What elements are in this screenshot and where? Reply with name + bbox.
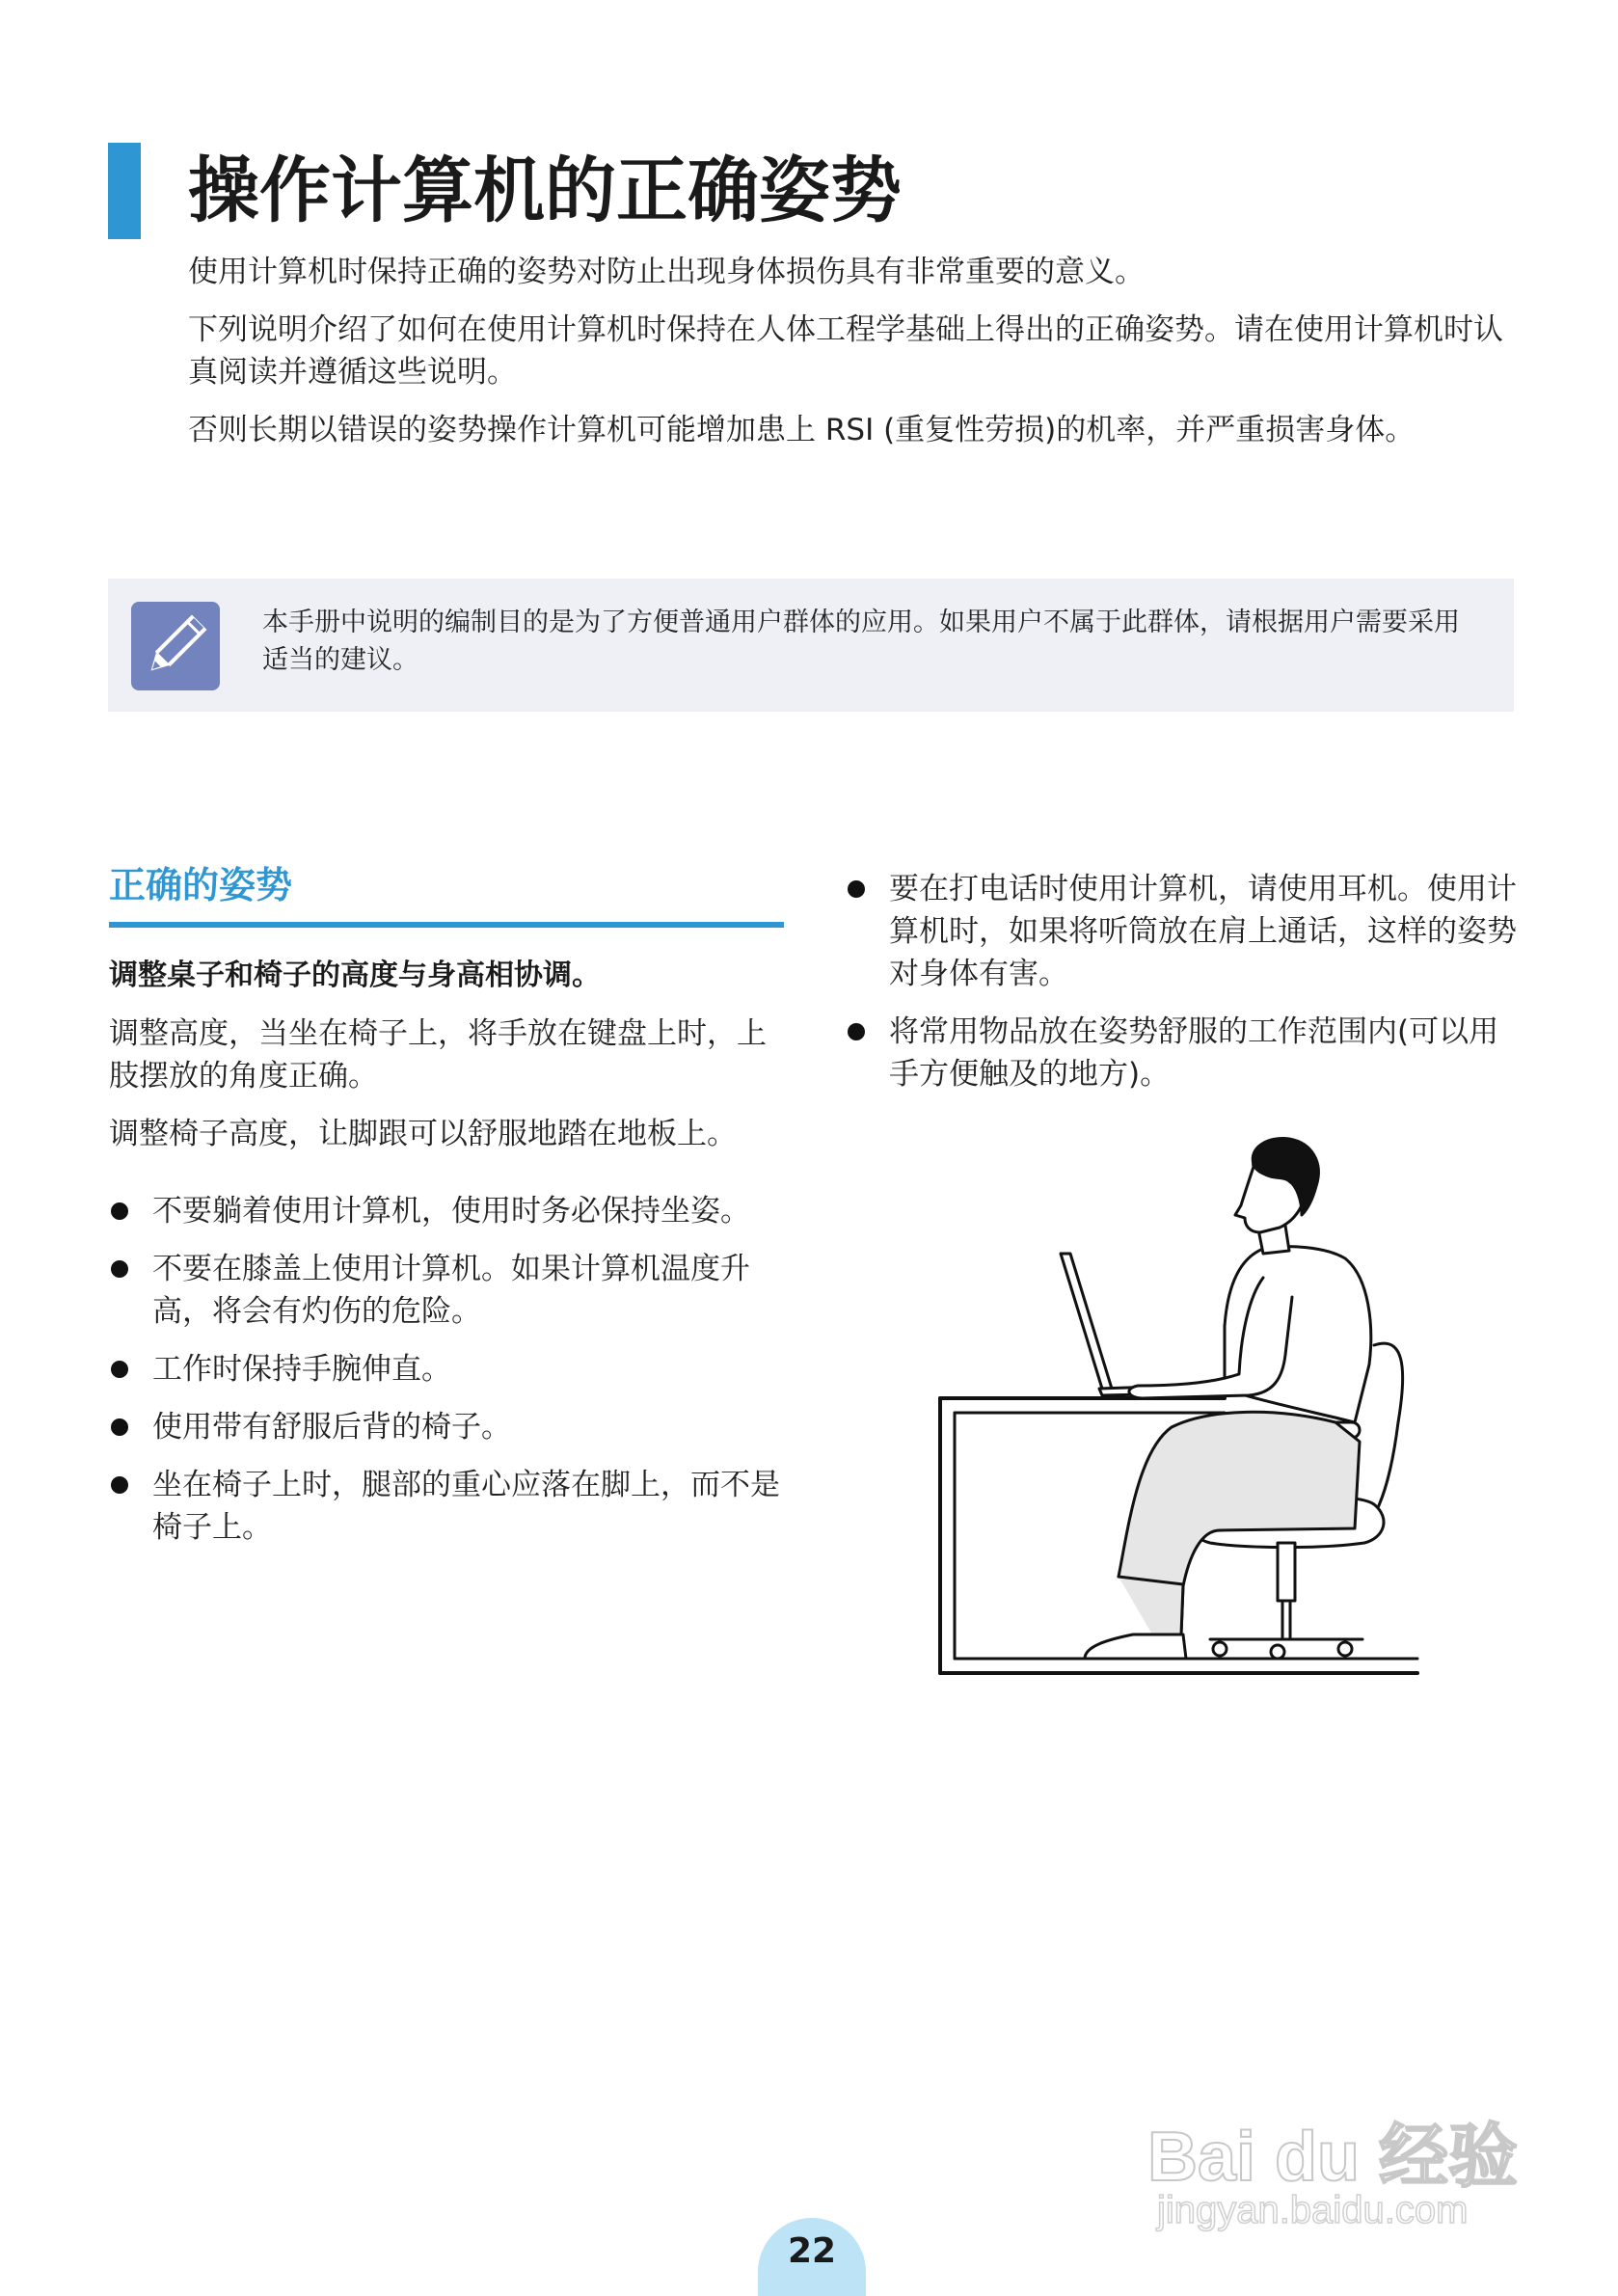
- page-number-tab: [758, 2218, 866, 2296]
- left-bullet-list: [109, 1190, 784, 1549]
- list-item: [846, 1011, 1521, 1095]
- watermark: [1147, 2044, 1552, 2237]
- section-paragraph: 调整椅子高度，让脚跟可以舒服地踏在地板上。: [109, 1117, 737, 1151]
- posture-illustration: [930, 1133, 1432, 1688]
- bullet-icon: [111, 1476, 128, 1494]
- list-item-text: 不要躺着使用计算机，使用时务必保持坐姿。: [152, 1194, 750, 1229]
- right-bullet-list: [846, 868, 1521, 1095]
- list-item-text: 将常用物品放在姿势舒服的工作范围内(可以用手方便触及的地方)。: [889, 1014, 1499, 1092]
- intro-paragraph: 使用计算机时保持正确的姿势对防止出现身体损伤具有非常重要的意义。: [188, 255, 1145, 289]
- note-text: 本手册中说明的编制目的是为了方便普通用户群体的应用。如果用户不属于此群体，请根据用户需要采用适当的建议。: [262, 608, 1460, 675]
- watermark-brand: Bai du 经验: [1147, 2119, 1519, 2196]
- watermark-url: jingyan.baidu.com: [1157, 2189, 1469, 2231]
- bullet-icon: [848, 1023, 865, 1040]
- list-item: [109, 1190, 784, 1232]
- page-number: 22: [787, 2231, 837, 2271]
- note-box: [108, 579, 1514, 712]
- bullet-icon: [111, 1418, 128, 1436]
- title-accent-bar: [108, 143, 141, 239]
- left-column: [109, 858, 784, 1564]
- intro-text: [188, 251, 1519, 467]
- list-item: [846, 868, 1521, 995]
- section-divider: [109, 922, 784, 928]
- list-item-text: 要在打电话时使用计算机，请使用耳机。使用计算机时，如果将听筒放在肩上通话，这样的姿势对身体有害。: [889, 872, 1517, 991]
- bullet-icon: [848, 880, 865, 898]
- list-item-text: 使用带有舒服后背的椅子。: [152, 1410, 511, 1445]
- list-item-text: 工作时保持手腕伸直。: [152, 1352, 451, 1387]
- section-paragraph: 调整高度，当坐在椅子上，将手放在键盘上时，上肢摆放的角度正确。: [109, 1016, 767, 1094]
- bullet-icon: [111, 1202, 128, 1220]
- section-subheading: 调整桌子和椅子的高度与身高相协调。: [109, 959, 601, 992]
- list-item: [109, 1406, 784, 1448]
- intro-paragraph: 否则长期以错误的姿势操作计算机可能增加患上 RSI (重复性劳损)的机率，并严重损害身体。: [188, 413, 1416, 447]
- list-item-text: 不要在膝盖上使用计算机。如果计算机温度升高，将会有灼伤的危险。: [152, 1252, 750, 1329]
- page-title: 操作计算机的正确姿势: [188, 149, 902, 232]
- right-column: [846, 868, 1521, 1111]
- bullet-icon: [111, 1361, 128, 1378]
- list-item-text: 坐在椅子上时，腿部的重心应落在脚上，而不是椅子上。: [152, 1468, 780, 1545]
- list-item: [109, 1464, 784, 1549]
- list-item: [109, 1348, 784, 1391]
- bullet-icon: [111, 1260, 128, 1278]
- section-title: 正确的姿势: [109, 864, 293, 906]
- intro-paragraph: 下列说明介绍了如何在使用计算机时保持在人体工程学基础上得出的正确姿势。请在使用计算机时认真阅读并遵循这些说明。: [188, 312, 1503, 390]
- pencil-note-icon: [131, 602, 220, 690]
- list-item: [109, 1248, 784, 1333]
